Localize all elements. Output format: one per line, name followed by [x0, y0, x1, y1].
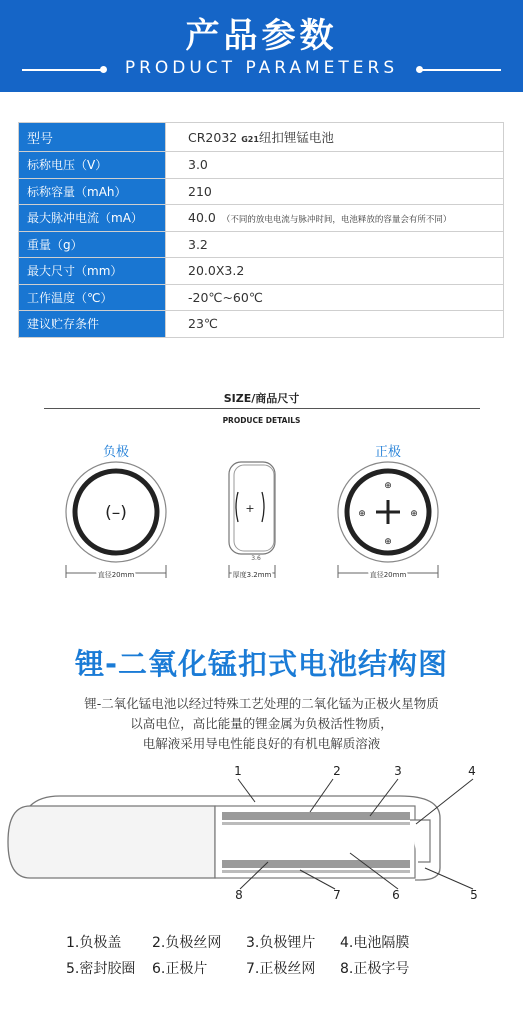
spec-value	[166, 205, 504, 232]
side-symbol: +	[245, 502, 255, 515]
svg-text:⊕: ⊕	[358, 509, 366, 519]
spec-table	[18, 122, 504, 338]
page-subtitle: PRODUCT PARAMETERS	[124, 58, 399, 78]
spec-key: 标称电压（V）	[19, 152, 166, 179]
spec-value: -20℃~60℃	[166, 284, 504, 311]
callout-number: 4	[468, 764, 476, 778]
spec-key: 最大尺寸（mm）	[19, 258, 166, 285]
spec-note: （不同的放电电流与脉冲时间，电池释放的容量会有所不同）	[221, 215, 452, 226]
table-row	[19, 231, 504, 258]
size-divider	[44, 408, 480, 409]
structure-diagram	[0, 758, 523, 908]
negative-symbol: (–)	[105, 503, 127, 523]
size-subtitle: PRODUCE DETAILS	[222, 416, 301, 425]
negative-label: 负极	[102, 445, 130, 460]
table-row	[19, 152, 504, 179]
dim-thickness: 厚度3.2mm	[232, 571, 272, 579]
legend-item: 5.密封胶圈	[66, 961, 136, 977]
positive-label: 正极	[374, 445, 402, 460]
table-row	[19, 284, 504, 311]
model-small: G21	[241, 135, 259, 144]
structure-desc-line: 以高电位，高比能量的锂金属为负极活性物质，	[130, 716, 393, 731]
spec-key: 标称容量（mAh）	[19, 178, 166, 205]
model-value: CR2032	[188, 130, 238, 145]
callout-number: 7	[333, 888, 341, 902]
spec-key: 重量（g）	[19, 231, 166, 258]
spec-value: 23℃	[166, 311, 504, 338]
svg-text:⊕: ⊕	[410, 509, 418, 519]
structure-desc-line: 锂-二氧化锰电池以经过特殊工艺处理的二氧化锰为正极火星物质	[84, 696, 439, 711]
callout-number: 2	[333, 764, 341, 778]
spec-value	[166, 123, 504, 152]
svg-text:⊕: ⊕	[384, 537, 392, 547]
banner-divider-right	[421, 69, 501, 71]
table-row	[19, 258, 504, 285]
callout-number: 6	[392, 888, 400, 902]
page-title: 产品参数	[185, 16, 338, 56]
structure-title: 锂-二氧化锰扣式电池结构图	[74, 647, 449, 681]
battery-negative-face	[66, 462, 166, 562]
spec-value-text: 40.0	[188, 210, 216, 226]
legend-item: 3.负极锂片	[246, 935, 316, 951]
spec-value: 210	[166, 178, 504, 205]
table-row	[19, 311, 504, 338]
table-row	[19, 123, 504, 152]
table-row	[19, 178, 504, 205]
spec-key: 工作温度（℃）	[19, 284, 166, 311]
structure-desc-line: 电解液采用导电性能良好的有机电解质溶液	[142, 736, 381, 751]
legend-item: 7.正极丝网	[246, 961, 316, 977]
spec-key: 型号	[19, 123, 166, 152]
spec-value: 3.2	[166, 231, 504, 258]
legend-item: 6.正极片	[152, 961, 208, 977]
size-drawing	[0, 432, 523, 612]
legend-item: 1.负极盖	[66, 935, 122, 951]
side-mark: 3.6	[251, 555, 261, 562]
model-suffix: 纽扣锂锰电池	[258, 130, 334, 145]
spec-value: 3.0	[166, 152, 504, 179]
dim-diameter-right: 直径20mm	[369, 571, 407, 579]
battery-side-view	[229, 462, 275, 554]
spec-value: 20.0X3.2	[166, 258, 504, 285]
legend-item: 2.负极丝网	[152, 935, 222, 951]
callout-number: 5	[470, 888, 478, 902]
dim-diameter-left: 直径20mm	[97, 571, 135, 579]
table-row	[19, 205, 504, 232]
spec-key: 最大脉冲电流（mA）	[19, 205, 166, 232]
callout-number: 8	[235, 888, 243, 902]
legend-item: 4.电池隔膜	[340, 935, 410, 951]
legend-item: 8.正极字号	[340, 961, 410, 977]
size-title: SIZE/商品尺寸	[223, 392, 300, 405]
spec-key: 建议贮存条件	[19, 311, 166, 338]
header-banner	[0, 0, 523, 92]
callout-number: 1	[234, 764, 242, 778]
callout-number: 3	[394, 764, 402, 778]
battery-positive-face	[338, 462, 438, 562]
svg-text:⊕: ⊕	[384, 481, 392, 491]
